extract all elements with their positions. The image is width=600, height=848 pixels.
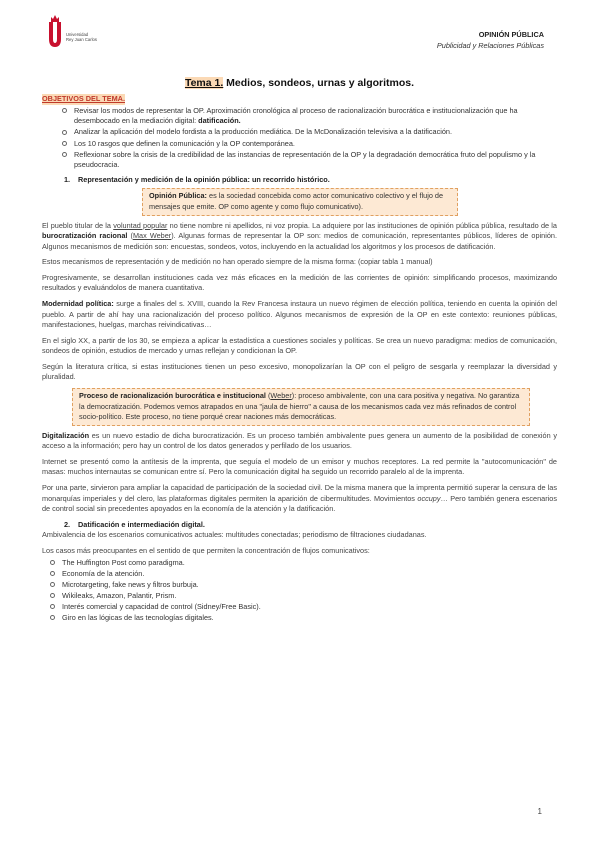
text-run: surge a finales del s. XVIII, cuando la Rev Francesa instaura un nuevo régimen de elección política, teniendo en cuenta la opinión del pueblo. A partir de ahí hay una racionalización del proceso político. Algunos mecanismos de expresión de la OP en este contexto: reuniones públicas, manifestaciones, huelgas, marchas reivindicativas… <box>42 298 557 330</box>
text-run: ( <box>265 391 271 401</box>
bullet-icon <box>62 130 67 135</box>
paragraph <box>42 221 557 253</box>
bullet-icon <box>50 560 55 565</box>
paragraph <box>42 483 557 515</box>
bullet-icon <box>50 604 55 609</box>
section-1-heading <box>42 175 557 186</box>
bullet-icon <box>62 152 67 157</box>
bullet-icon <box>62 141 67 146</box>
list-item-text: Microtargeting, fake news y filtros burbuja. <box>62 579 199 589</box>
definition-box-racionalizacion <box>72 388 530 426</box>
list-item <box>50 613 557 624</box>
paragraph <box>42 431 557 452</box>
link-weber[interactable]: Weber <box>270 391 292 401</box>
text-run: … Pero también genera escenarios de control social sin precedentes apoyados en la economía de la atención y la datificación. <box>42 493 557 514</box>
objectives-heading: OBJETIVOS DEL TEMA. <box>42 94 125 104</box>
list-item-bold: datificación. <box>198 116 241 126</box>
paragraph: Estos mecanismos de representación y de medición no han operado siempre de la misma forma: (copiar tabla 1 manual) <box>42 257 433 267</box>
list-item <box>50 580 557 591</box>
text-run: no tiene nombre ni apellidos, ni voz propia. La adquiere por las instituciones de opinión pública pública, resultado de la <box>167 220 557 230</box>
list-item <box>50 591 557 602</box>
logo-u-icon <box>48 22 62 48</box>
list-item-text: Interés comercial y capacidad de control (Sidney/Free Basic). <box>62 601 261 611</box>
bullet-icon <box>50 593 55 598</box>
objectives-list <box>42 106 557 171</box>
page-number: 1 <box>537 807 542 816</box>
definition-box-opinion-publica <box>142 188 458 215</box>
definition-term: Proceso de racionalización burocrática e institucional <box>79 391 266 401</box>
bullet-icon <box>50 571 55 576</box>
link-voluntad-popular[interactable]: voluntad popular <box>113 220 168 230</box>
bold-term: Digitalización <box>42 430 90 440</box>
text-run: ). Algunas formas de representar la OP son: medios de comunicación, representantes públicos, líderes de opinión. Algunos mecanismos de medición son: encuestas, sondeos, votos, incluyendo en la actualidad los algoritmos y los procesos de datificación. <box>42 231 557 251</box>
section-title: Datificación e intermediación digital. <box>78 519 205 529</box>
list-item-text: The Huffington Post como paradigma. <box>62 557 185 567</box>
paragraph: Según la literatura crítica, si estas instituciones tienen un peso excesivo, monopolizarían la OP con el peligro de sesgarla y reemplazar la diversidad y pluralidad. <box>42 361 557 382</box>
university-name <box>66 32 97 43</box>
text-run: El pueblo titular de la <box>42 220 114 230</box>
title-number: Tema 1. <box>184 77 224 89</box>
definition-text: es la sociedad concebida como actor comunicativo colectivo y el flujo de mensajes que emite. OP como agente y como flujo comunicativo). <box>149 191 444 211</box>
section-number: 1. <box>64 174 71 184</box>
list-item-text: Analizar la aplicación del modelo fordista a la producción mediática. De la McDonalización televisiva a la datificación. <box>74 127 453 137</box>
list-item-text: Los 10 rasgos que definen la comunicación y la OP contemporánea. <box>74 138 295 148</box>
paragraph <box>42 299 557 331</box>
list-item-text: Giro en las lógicas de las tecnologías digitales. <box>62 612 214 622</box>
page-header <box>437 30 544 51</box>
bold-term: burocratización racional <box>42 231 128 241</box>
page-title <box>42 76 557 91</box>
logo-line-2: Rey Juan Carlos <box>66 37 97 43</box>
definition-text: ): proceso ambivalente, con una cara positiva y negativa. No garantiza la democratización. Podemos vernos atrapados en una "jaula de hierro" a causa de los mecanismos cada vez más refinados de control socio-político. Este proceso, no tiene porqué crear naciones más democráticas. <box>79 391 520 422</box>
list-item <box>62 139 557 150</box>
section-2-heading <box>42 520 557 531</box>
bold-term: Modernidad política: <box>42 298 114 308</box>
list-item <box>62 127 557 138</box>
list-item <box>50 569 557 580</box>
paragraph: Internet se presentó como la antítesis de la imprenta, que seguía el modelo de un emisor y muchos receptores. La red permite la "autocomunicación" de masas: muchos internautas se comunican entre sí. Pero la comunicación digital ha seguido un recorrido paralelo al de la imprenta. <box>42 456 557 477</box>
text-run: es un nuevo estadio de dicha burocratización. Es un proceso también ambivalente pues genera un aumento de la posibilidad de conexión y acceso a la información; pero hay un control de los datos generados y perfilado de los usuarios. <box>42 430 557 451</box>
list-item-text: Wikileaks, Amazon, Palantir, Prism. <box>62 590 177 600</box>
link-max-weber[interactable]: Max Weber <box>132 231 172 241</box>
definition-term: Opinión Pública: <box>149 191 207 201</box>
title-text: Medios, sondeos, urnas y algoritmos. <box>223 77 415 89</box>
list-item <box>50 602 557 613</box>
subject-title: OPINIÓN PÚBLICA <box>478 30 544 39</box>
list-item <box>62 150 557 171</box>
list-item-text: Reflexionar sobre la crisis de la credibilidad de las instancias de representación de la OP y la degradación democrática fruto del populismo y la pseudocracia. <box>74 149 536 170</box>
paragraph: Los casos más preocupantes en el sentido de que permiten la concentración de flujos comunicativos: <box>42 545 370 555</box>
section-number: 2. <box>64 519 71 529</box>
degree-name: Publicidad y Relaciones Públicas <box>436 40 544 50</box>
list-item <box>50 558 557 569</box>
bullet-icon <box>50 582 55 587</box>
text-run: ( <box>127 231 133 241</box>
list-item-text: Economía de la atención. <box>62 568 145 578</box>
document-body <box>42 76 557 624</box>
text-run: Por una parte, sirvieron para ampliar la capacidad de participación de la sociedad civil. De la misma manera que la imprenta permitió superar la censura de las monarquías imperiales y del clero, las plataformas digitales permiten la aparición de cibermultitudes. Movimientos <box>42 483 557 503</box>
section-title: Representación y medición de la opinión pública: un recorrido histórico. <box>78 174 330 184</box>
list-item-text: Revisar los modos de representar la OP. Aproximación cronológica al proceso de racionalización burocrática e institucionalización que ha desembocado en la mediación digital: <box>74 105 518 126</box>
university-logo <box>48 14 118 50</box>
bullet-icon <box>62 108 67 113</box>
paragraph: En el siglo XX, a partir de los 30, se empieza a aplicar la estadística a cuestiones sociales y políticas. Se crea un nuevo paradigma: medios de comunicación, sondeos de opinión, estudios de mercado y urnas reflejan y condicionan la OP. <box>42 335 557 356</box>
italic-term: occupy <box>417 493 441 503</box>
paragraph: Ambivalencia de los escenarios comunicativos actuales: multitudes conectadas; periodismo de filtraciones ciudadanas. <box>42 530 427 540</box>
list-item <box>62 106 557 127</box>
cases-list <box>42 558 557 624</box>
paragraph: Progresivamente, se desarrollan instituciones cada vez más eficaces en la medición de las corrientes de opinión: simplificando procesos, maximizando resultados y evaluándolos de manera cuantitativa. <box>42 272 557 293</box>
bullet-icon <box>50 615 55 620</box>
logo-line-1: Universidad <box>66 32 89 37</box>
